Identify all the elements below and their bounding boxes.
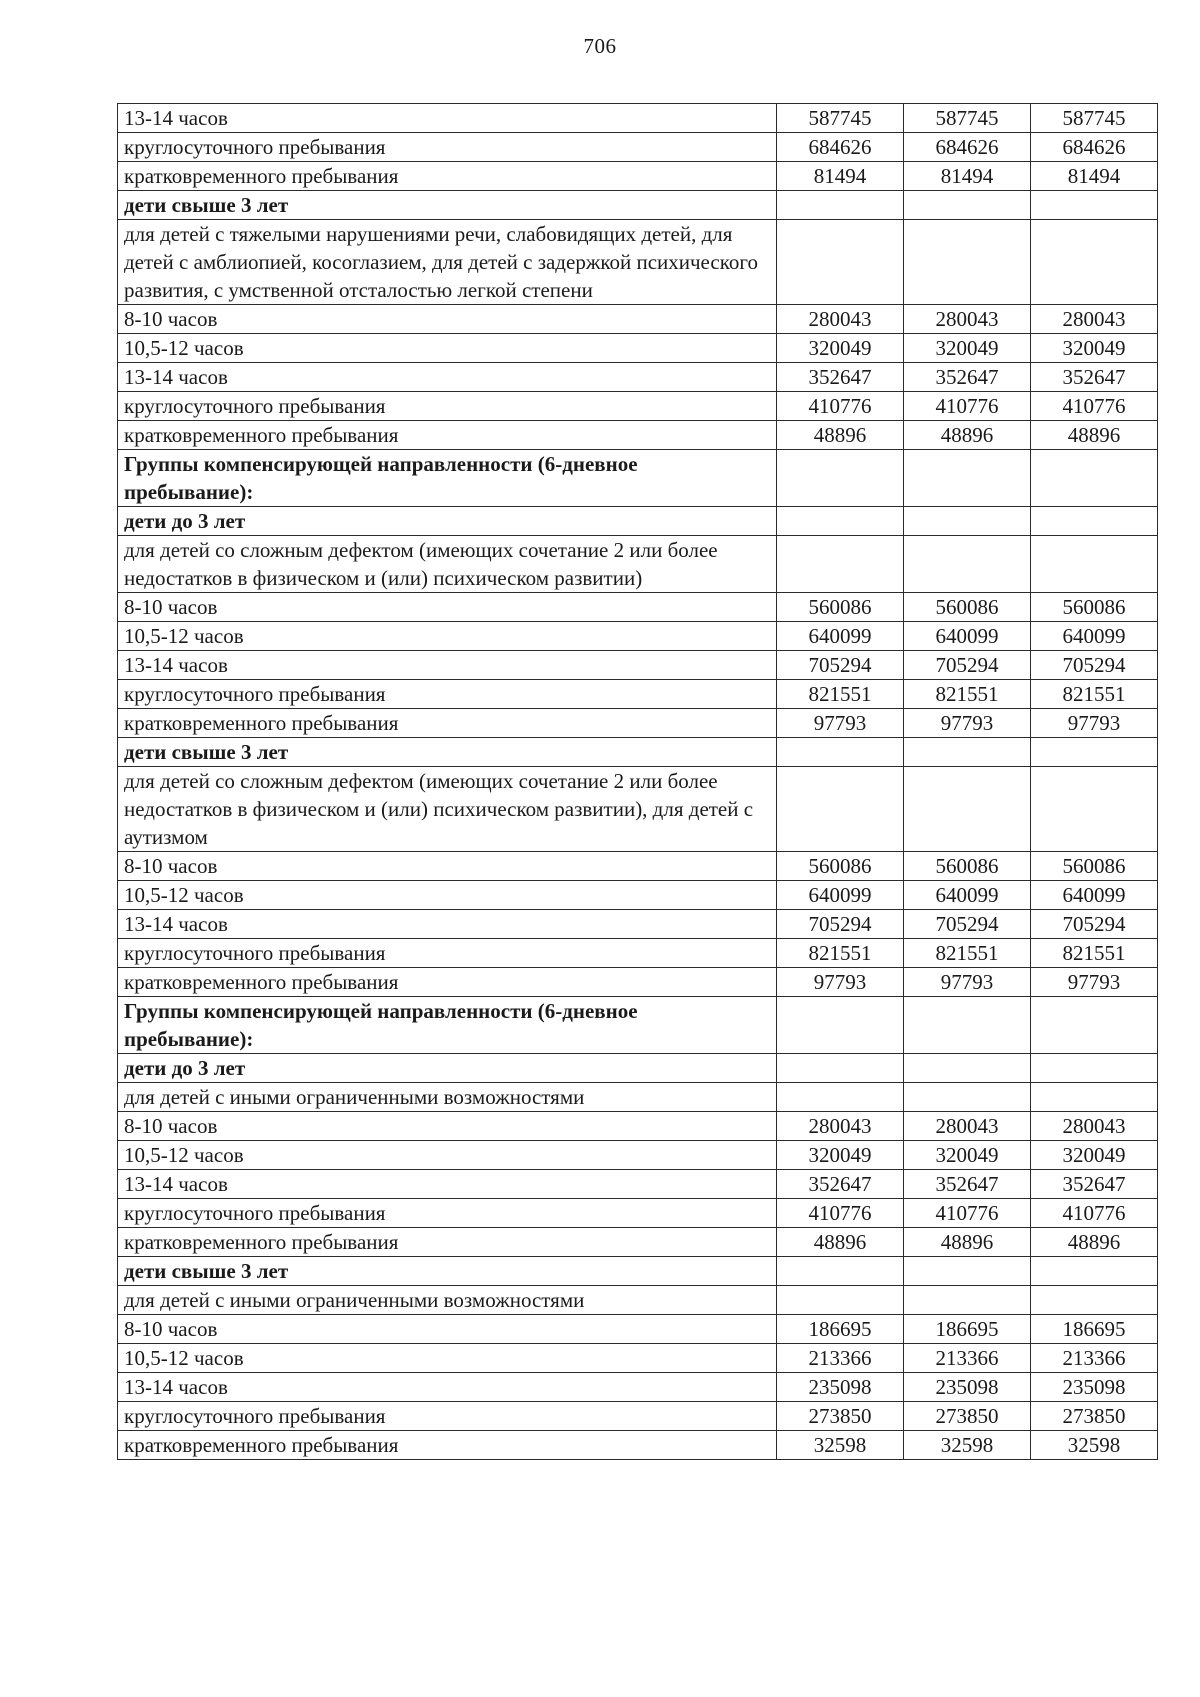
value-cell-2: 213366 [904, 1344, 1031, 1373]
page-number: 706 [583, 34, 617, 58]
row-label: 10,5-12 часов [118, 881, 777, 910]
value-cell-1: 32598 [777, 1431, 904, 1460]
table-row [118, 1315, 1158, 1344]
value-cell-2: 320049 [904, 1141, 1031, 1170]
value-cell-2: 273850 [904, 1402, 1031, 1431]
value-cell-2 [904, 767, 1031, 852]
value-cell-2 [904, 536, 1031, 593]
value-cell-3 [1031, 191, 1158, 220]
value-cell-3 [1031, 1286, 1158, 1315]
value-cell-3 [1031, 450, 1158, 507]
table-row [118, 1170, 1158, 1199]
value-cell-3: 320049 [1031, 334, 1158, 363]
row-label: круглосуточного пребывания [118, 392, 777, 421]
value-cell-2: 705294 [904, 651, 1031, 680]
row-label: круглосуточного пребывания [118, 1402, 777, 1431]
value-cell-2: 48896 [904, 1228, 1031, 1257]
table-row [118, 363, 1158, 392]
value-cell-1: 97793 [777, 709, 904, 738]
value-cell-1: 81494 [777, 162, 904, 191]
row-label: круглосуточного пребывания [118, 133, 777, 162]
value-cell-3: 410776 [1031, 392, 1158, 421]
row-label: для детей с иными ограниченными возможностями [118, 1286, 777, 1315]
value-cell-2: 821551 [904, 939, 1031, 968]
value-cell-1: 587745 [777, 104, 904, 133]
value-cell-2: 684626 [904, 133, 1031, 162]
value-cell-2: 560086 [904, 852, 1031, 881]
value-cell-2 [904, 1257, 1031, 1286]
table-row [118, 536, 1158, 593]
table-row [118, 997, 1158, 1054]
value-cell-1: 410776 [777, 392, 904, 421]
value-cell-3: 640099 [1031, 622, 1158, 651]
row-label: круглосуточного пребывания [118, 680, 777, 709]
row-label: 8-10 часов [118, 852, 777, 881]
value-cell-1: 213366 [777, 1344, 904, 1373]
row-label: кратковременного пребывания [118, 709, 777, 738]
value-cell-1 [777, 507, 904, 536]
table-row [118, 622, 1158, 651]
table-row [118, 680, 1158, 709]
table-row [118, 220, 1158, 305]
table-row [118, 392, 1158, 421]
row-label: Группы компенсирующей направленности (6-дневное пребывание): [118, 450, 777, 507]
value-cell-2: 97793 [904, 968, 1031, 997]
row-label: дети свыше 3 лет [118, 1257, 777, 1286]
value-cell-1: 280043 [777, 1112, 904, 1141]
row-label: 8-10 часов [118, 1315, 777, 1344]
value-cell-1 [777, 767, 904, 852]
row-label: Группы компенсирующей направленности (6-дневное пребывание): [118, 997, 777, 1054]
value-cell-2: 81494 [904, 162, 1031, 191]
row-label: кратковременного пребывания [118, 162, 777, 191]
value-cell-3: 560086 [1031, 593, 1158, 622]
value-cell-3: 213366 [1031, 1344, 1158, 1373]
value-cell-2: 587745 [904, 104, 1031, 133]
value-cell-3: 821551 [1031, 680, 1158, 709]
value-cell-3: 235098 [1031, 1373, 1158, 1402]
value-cell-2: 280043 [904, 305, 1031, 334]
tariff-table [117, 103, 1158, 1460]
value-cell-2 [904, 997, 1031, 1054]
table-row [118, 939, 1158, 968]
row-label: для детей со сложным дефектом (имеющих сочетание 2 или более недостатков в физическом и (или) психическом развитии), для детей с аутизмом [118, 767, 777, 852]
table-row [118, 767, 1158, 852]
row-label: 13-14 часов [118, 1170, 777, 1199]
value-cell-3: 410776 [1031, 1199, 1158, 1228]
value-cell-2: 410776 [904, 392, 1031, 421]
value-cell-2: 352647 [904, 1170, 1031, 1199]
row-label: 13-14 часов [118, 363, 777, 392]
row-label: круглосуточного пребывания [118, 939, 777, 968]
value-cell-3: 280043 [1031, 305, 1158, 334]
row-label: 10,5-12 часов [118, 1344, 777, 1373]
value-cell-2 [904, 1054, 1031, 1083]
value-cell-3 [1031, 738, 1158, 767]
value-cell-1: 235098 [777, 1373, 904, 1402]
table-row [118, 968, 1158, 997]
table-row [118, 910, 1158, 939]
value-cell-1: 640099 [777, 881, 904, 910]
value-cell-3 [1031, 1054, 1158, 1083]
table-row [118, 104, 1158, 133]
value-cell-3: 587745 [1031, 104, 1158, 133]
value-cell-3: 280043 [1031, 1112, 1158, 1141]
value-cell-3 [1031, 220, 1158, 305]
value-cell-2: 235098 [904, 1373, 1031, 1402]
row-label: 10,5-12 часов [118, 1141, 777, 1170]
row-label: дети до 3 лет [118, 507, 777, 536]
value-cell-2 [904, 220, 1031, 305]
value-cell-2: 821551 [904, 680, 1031, 709]
value-cell-3: 273850 [1031, 1402, 1158, 1431]
table-row [118, 1286, 1158, 1315]
row-label: круглосуточного пребывания [118, 1199, 777, 1228]
value-cell-1: 48896 [777, 1228, 904, 1257]
table-row [118, 1402, 1158, 1431]
value-cell-3: 705294 [1031, 910, 1158, 939]
table-row [118, 852, 1158, 881]
table-row [118, 1257, 1158, 1286]
value-cell-2 [904, 738, 1031, 767]
value-cell-1 [777, 997, 904, 1054]
table-row [118, 709, 1158, 738]
value-cell-1 [777, 1257, 904, 1286]
table-row [118, 1199, 1158, 1228]
table-body [118, 104, 1158, 1460]
row-label: 13-14 часов [118, 1373, 777, 1402]
row-label: дети до 3 лет [118, 1054, 777, 1083]
value-cell-2: 410776 [904, 1199, 1031, 1228]
value-cell-1: 280043 [777, 305, 904, 334]
value-cell-3 [1031, 507, 1158, 536]
row-label: 13-14 часов [118, 104, 777, 133]
table-row [118, 593, 1158, 622]
value-cell-1 [777, 738, 904, 767]
table-row [118, 133, 1158, 162]
value-cell-1: 560086 [777, 852, 904, 881]
value-cell-3: 97793 [1031, 709, 1158, 738]
value-cell-1: 186695 [777, 1315, 904, 1344]
value-cell-1 [777, 536, 904, 593]
value-cell-1: 705294 [777, 651, 904, 680]
value-cell-3 [1031, 536, 1158, 593]
table-row [118, 305, 1158, 334]
value-cell-3: 97793 [1031, 968, 1158, 997]
value-cell-1: 684626 [777, 133, 904, 162]
value-cell-3: 48896 [1031, 421, 1158, 450]
value-cell-2: 48896 [904, 421, 1031, 450]
value-cell-3 [1031, 767, 1158, 852]
table-row [118, 1083, 1158, 1112]
value-cell-2: 705294 [904, 910, 1031, 939]
value-cell-1: 640099 [777, 622, 904, 651]
value-cell-1: 320049 [777, 1141, 904, 1170]
table-row [118, 1112, 1158, 1141]
value-cell-1 [777, 220, 904, 305]
value-cell-1: 320049 [777, 334, 904, 363]
table-row [118, 334, 1158, 363]
value-cell-3 [1031, 1083, 1158, 1112]
value-cell-2: 640099 [904, 622, 1031, 651]
row-label: кратковременного пребывания [118, 1228, 777, 1257]
value-cell-3: 821551 [1031, 939, 1158, 968]
value-cell-3: 560086 [1031, 852, 1158, 881]
row-label: кратковременного пребывания [118, 1431, 777, 1460]
row-label: 8-10 часов [118, 1112, 777, 1141]
row-label: 10,5-12 часов [118, 622, 777, 651]
table-row [118, 651, 1158, 680]
value-cell-3: 320049 [1031, 1141, 1158, 1170]
value-cell-2: 640099 [904, 881, 1031, 910]
value-cell-2: 352647 [904, 363, 1031, 392]
value-cell-2 [904, 1286, 1031, 1315]
value-cell-1 [777, 191, 904, 220]
table-row [118, 1373, 1158, 1402]
value-cell-3 [1031, 997, 1158, 1054]
value-cell-1: 410776 [777, 1199, 904, 1228]
value-cell-1: 560086 [777, 593, 904, 622]
value-cell-2: 97793 [904, 709, 1031, 738]
row-label: для детей с иными ограниченными возможностями [118, 1083, 777, 1112]
value-cell-2 [904, 450, 1031, 507]
value-cell-3: 640099 [1031, 881, 1158, 910]
row-label: 10,5-12 часов [118, 334, 777, 363]
value-cell-3: 352647 [1031, 363, 1158, 392]
table-row [118, 191, 1158, 220]
value-cell-1 [777, 450, 904, 507]
table-row [118, 1431, 1158, 1460]
row-label: кратковременного пребывания [118, 968, 777, 997]
row-label: 8-10 часов [118, 305, 777, 334]
value-cell-3: 81494 [1031, 162, 1158, 191]
value-cell-1: 352647 [777, 1170, 904, 1199]
table-row [118, 1054, 1158, 1083]
table-row [118, 881, 1158, 910]
value-cell-1: 48896 [777, 421, 904, 450]
value-cell-1 [777, 1054, 904, 1083]
table-row [118, 738, 1158, 767]
value-cell-3 [1031, 1257, 1158, 1286]
row-label: дети свыше 3 лет [118, 738, 777, 767]
value-cell-2: 280043 [904, 1112, 1031, 1141]
value-cell-2: 560086 [904, 593, 1031, 622]
value-cell-2: 32598 [904, 1431, 1031, 1460]
value-cell-1 [777, 1083, 904, 1112]
value-cell-3: 186695 [1031, 1315, 1158, 1344]
value-cell-3: 684626 [1031, 133, 1158, 162]
table-row [118, 421, 1158, 450]
value-cell-2: 320049 [904, 334, 1031, 363]
value-cell-1: 97793 [777, 968, 904, 997]
row-label: 13-14 часов [118, 651, 777, 680]
value-cell-1: 273850 [777, 1402, 904, 1431]
table-row [118, 450, 1158, 507]
value-cell-2 [904, 507, 1031, 536]
value-cell-3: 48896 [1031, 1228, 1158, 1257]
table-row [118, 162, 1158, 191]
row-label: для детей со сложным дефектом (имеющих сочетание 2 или более недостатков в физическом и (или) психическом развитии) [118, 536, 777, 593]
row-label: для детей с тяжелыми нарушениями речи, слабовидящих детей, для детей с амблиопией, косоглазием, для детей с задержкой психического развития, с умственной отсталостью легкой степени [118, 220, 777, 305]
row-label: 13-14 часов [118, 910, 777, 939]
table-row [118, 1141, 1158, 1170]
value-cell-1 [777, 1286, 904, 1315]
table-row [118, 1228, 1158, 1257]
row-label: кратковременного пребывания [118, 421, 777, 450]
value-cell-3: 705294 [1031, 651, 1158, 680]
value-cell-2 [904, 1083, 1031, 1112]
value-cell-1: 821551 [777, 680, 904, 709]
value-cell-2 [904, 191, 1031, 220]
value-cell-1: 821551 [777, 939, 904, 968]
row-label: дети свыше 3 лет [118, 191, 777, 220]
table-row [118, 507, 1158, 536]
value-cell-3: 352647 [1031, 1170, 1158, 1199]
value-cell-1: 352647 [777, 363, 904, 392]
table-row [118, 1344, 1158, 1373]
value-cell-1: 705294 [777, 910, 904, 939]
value-cell-2: 186695 [904, 1315, 1031, 1344]
row-label: 8-10 часов [118, 593, 777, 622]
value-cell-3: 32598 [1031, 1431, 1158, 1460]
